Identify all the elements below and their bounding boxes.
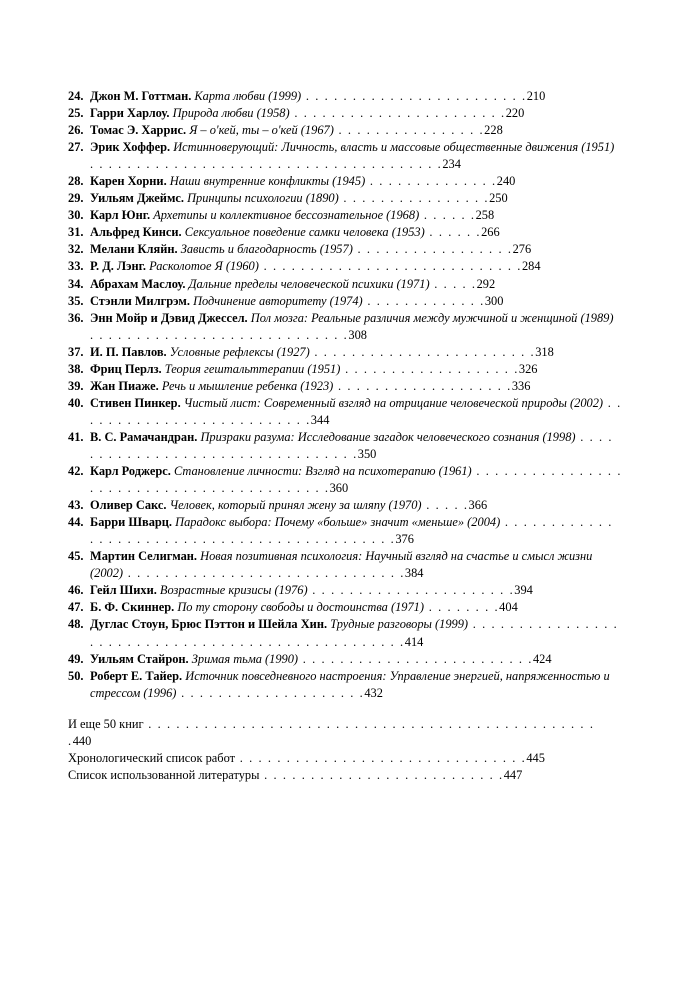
toc-leader: . . . . . . . . . . . . . . . . . . . . . . . . . . . . . . . . . — [90, 429, 614, 461]
toc-page-number: 384 — [404, 566, 424, 581]
toc-entry-number: 45. — [68, 549, 84, 564]
toc-leader: . . . . . . . . . . . . . . . . . . . . . . . . — [309, 344, 536, 359]
toc-entry-author: Эрик Хоффер. — [90, 140, 171, 155]
toc-entry-number: 31. — [68, 225, 84, 240]
toc-entry-author: Карл Юнг. — [90, 208, 151, 223]
toc-page-number: 266 — [481, 225, 500, 240]
toc-entry[interactable] — [68, 463, 622, 497]
toc-entry-number: 24. — [68, 89, 84, 103]
toc-entry[interactable] — [68, 344, 622, 361]
toc-entry-number: 26. — [68, 123, 84, 138]
toc-leader: . . . . . . . . . . . . . . . . . . . . . . . . . . . . . . — [123, 566, 405, 581]
toc-entry[interactable] — [68, 395, 622, 429]
toc-page-number: 292 — [476, 276, 496, 291]
toc-entry[interactable] — [68, 429, 622, 463]
toc-entry[interactable] — [68, 207, 622, 224]
toc-entry[interactable] — [68, 190, 622, 207]
toc-tail-label: Список использованной литературы — [68, 767, 260, 782]
toc-page-number: 344 — [310, 412, 330, 427]
toc-entry-author: Карл Роджерс. — [90, 464, 171, 479]
toc-leader: . . . . . — [421, 498, 469, 513]
toc-entry-number: 36. — [68, 310, 84, 325]
toc-entry-author: Мартин Селигман. — [90, 549, 198, 564]
toc-entry[interactable] — [68, 497, 622, 514]
toc-entry[interactable] — [68, 514, 622, 548]
toc-entry-author: Абрахам Маслоу. — [90, 276, 186, 291]
toc-leader: . . . . . . . . — [424, 600, 500, 615]
toc-page-number: 234 — [442, 157, 461, 172]
toc-entry[interactable] — [68, 88, 622, 105]
toc-entry-number: 39. — [68, 378, 84, 393]
toc-entry[interactable] — [68, 293, 622, 310]
toc-entry-number: 27. — [68, 140, 84, 155]
toc-entry-title: Дальние пределы человеческой психики (1971) — [188, 276, 430, 291]
toc-entry-title: Теория гештальттерапии (1951) — [164, 361, 341, 376]
toc-entry-title: По ту сторону свободы и достоинства (1971) — [177, 600, 424, 615]
toc-entry-title: Чистый лист: Современный взгляд на отрицание человеческой природы (2002) — [183, 395, 604, 410]
toc-page-number: 376 — [395, 532, 414, 547]
toc-entry-number: 28. — [68, 174, 84, 189]
toc-page-number: 350 — [357, 446, 377, 461]
toc-leader: . . . . . . . . . . . . . — [362, 293, 485, 308]
toc-entry[interactable] — [68, 139, 622, 173]
toc-entry-title: Сексуальное поведение самки человека (1953) — [184, 225, 425, 240]
toc-page-number: 318 — [535, 344, 554, 359]
toc-page-number: 210 — [526, 89, 546, 103]
toc-entry-number: 32. — [68, 242, 84, 257]
toc-entry[interactable] — [68, 668, 622, 702]
toc-leader: . . . . . . . . . . . . . . . . . . . . . . . . . . . . . . . . . . . . . . . . . . . . . . . . . — [68, 716, 595, 748]
toc-entry[interactable] — [68, 651, 622, 668]
toc-entry-author: Жан Пиаже. — [90, 378, 159, 393]
toc-entry-number: 44. — [68, 515, 84, 530]
toc-entry-author: Карен Хорни. — [90, 174, 167, 189]
toc-entry-title: Карта любви (1999) — [194, 89, 302, 103]
toc-entry[interactable] — [68, 310, 622, 344]
toc-page-number: 360 — [329, 481, 349, 496]
toc-page-number: 228 — [484, 123, 503, 138]
toc-entry-number: 43. — [68, 498, 84, 513]
toc-entry-number: 25. — [68, 106, 84, 121]
toc-page-number: 300 — [484, 293, 504, 308]
toc-leader: . . . . . . . . . . . . . . . . . . . . . . . . . . . . . . . . . . . . . . — [90, 157, 443, 172]
toc-entry[interactable] — [68, 258, 622, 275]
toc-page-number: 445 — [526, 750, 545, 765]
toc-page-number: 250 — [489, 191, 508, 206]
toc-page-number: 258 — [475, 208, 495, 223]
toc-entry-author: Б. Ф. Скиннер. — [90, 600, 175, 615]
toc-entry-number: 40. — [68, 395, 84, 410]
toc-leader: . . . . . . — [424, 225, 482, 240]
toc-entry-title: Возрастные кризисы (1976) — [159, 583, 308, 598]
toc-leader: . . . . . . . . . . . . . . . . . . . . . . . . . . . . . . . . . . . . . . . . . . — [90, 464, 623, 496]
toc-entry-title: Принципы психологии (1890) — [187, 191, 339, 206]
toc-entry[interactable] — [68, 105, 622, 122]
toc-entry-number: 38. — [68, 361, 84, 376]
toc-entry-author: И. П. Павлов. — [90, 344, 167, 359]
toc-page-number: 284 — [521, 259, 541, 274]
toc-leader: . . . . . . . . . . . . . . . . . . . . . . — [307, 583, 515, 598]
toc-entry-author: Фриц Перлз. — [90, 361, 162, 376]
toc-entry-author: Мелани Кляйн. — [90, 242, 178, 257]
toc-entry-number: 41. — [68, 429, 84, 444]
toc-entry-number: 50. — [68, 668, 84, 683]
toc-leader: . . . . . . . . . . . . . . . . . . . . . . . . . — [298, 651, 533, 666]
toc-entry-title: Трудные разговоры (1999) — [330, 617, 469, 632]
toc-leader: . . . . . . . . . . . . . . . . — [338, 191, 490, 206]
toc-entry[interactable] — [68, 241, 622, 258]
toc-tail-list — [68, 716, 622, 784]
toc-page-number: 220 — [505, 106, 525, 121]
toc-list — [68, 88, 622, 702]
toc-page-number: 276 — [512, 242, 532, 257]
toc-leader: . . . . . . . . . . . . . . . . . . . . — [176, 685, 365, 700]
toc-entry[interactable] — [68, 173, 622, 190]
toc-entry-title: Природа любви (1958) — [172, 106, 290, 121]
toc-entry-author: Джон М. Готтман. — [90, 89, 192, 103]
toc-entry-number: 35. — [68, 293, 84, 308]
toc-entry-author: Гейл Шихи. — [90, 583, 157, 598]
toc-leader: . . . . . . . . . . . . . . . . . . . — [340, 361, 519, 376]
toc-leader: . . . . . . . . . . . . . . . . . . . . . . . . — [301, 89, 527, 103]
toc-page-number: 366 — [468, 498, 488, 513]
toc-leader: . . . . . . — [419, 208, 476, 223]
toc-entry-title: Источник повседневного настроения: Управление энергией, напряженностью и стрессом (1996) — [90, 668, 610, 700]
toc-entry[interactable] — [68, 599, 622, 616]
toc-entry[interactable] — [68, 361, 622, 378]
toc-entry-author: Гарри Харлоу. — [90, 106, 170, 121]
toc-page-number: 440 — [72, 733, 92, 748]
toc-leader: . . . . . . . . . . . . . . . . . . . . . . . . . . . . . . . . . . . . . . . . . . . . . — [90, 515, 613, 547]
toc-entry-author: Стэнли Милгрэм. — [90, 293, 190, 308]
toc-leader: . . . . . . . . . . . . . . . . . . . . . . . . . . . . . . . . . . . . . . . . . . . . . . . . . . — [90, 617, 619, 649]
toc-entry-author: Уильям Стайрон. — [90, 651, 189, 666]
toc-entry-number: 49. — [68, 651, 84, 666]
toc-entry[interactable] — [68, 224, 622, 241]
toc-leader: . . . . . . . . . . . . . . . . . . . . . . . . . . . . — [90, 327, 349, 342]
toc-entry-title: Архетипы и коллективное бессознательное (1968) — [153, 208, 420, 223]
toc-entry-author: Уильям Джеймс. — [90, 191, 184, 206]
toc-entry-title: Наши внутренние конфликты (1945) — [169, 174, 366, 189]
toc-entry-number: 42. — [68, 464, 84, 479]
toc-tail-label: И еще 50 книг — [68, 716, 144, 731]
toc-leader: . . . . . . . . . . . . . . — [365, 174, 497, 189]
toc-page-number: 336 — [511, 378, 531, 393]
toc-page-number: 308 — [348, 327, 367, 342]
toc-entry-title: Расколотое Я (1960) — [149, 259, 259, 274]
toc-leader: . . . . . . . . . . . . . . . . . . . . . . . — [289, 106, 506, 121]
toc-tail-entry[interactable] — [68, 716, 622, 750]
toc-entry-author: Барри Шварц. — [90, 515, 173, 530]
toc-entry-author: Р. Д. Лэнг. — [90, 259, 146, 274]
toc-entry-title: Истинноверующий: Личность, власть и массовые общественные движения (1951) — [173, 140, 615, 155]
toc-entry-number: 46. — [68, 583, 84, 598]
toc-entry-author: Стивен Пинкер. — [90, 395, 181, 410]
toc-entry-author: Оливер Сакс. — [90, 498, 167, 513]
toc-entry[interactable] — [68, 378, 622, 395]
toc-entry-author: Дуглас Стоун, Брюс Пэттон и Шейла Хин. — [90, 617, 328, 632]
toc-entry-author: Энн Мойр и Дэвид Джессел. — [90, 310, 248, 325]
toc-tail-entry[interactable] — [68, 750, 622, 767]
toc-leader: . . . . . . . . . . . . . . . . . . . — [333, 378, 512, 393]
toc-entry-number: 37. — [68, 344, 84, 359]
toc-leader: . . . . . . . . . . . . . . . . . . . . . . . . . . . . . . . — [235, 750, 527, 765]
toc-entry-author: В. С. Рамачандран. — [90, 429, 198, 444]
toc-entry-number: 47. — [68, 600, 84, 615]
toc-entry-author: Томас Э. Харрис. — [90, 123, 187, 138]
toc-entry[interactable] — [68, 122, 622, 139]
toc-entry-title: Я – о'кей, ты – о'кей (1967) — [189, 123, 334, 138]
toc-entry-title: Призраки разума: Исследование загадок человеческого сознания (1998) — [200, 429, 576, 444]
toc-entry-title: Пол мозга: Реальные различия между мужчиной и женщиной (1989) — [250, 310, 614, 325]
toc-entry-number: 29. — [68, 191, 84, 206]
toc-entry-title: Зависть и благодарность (1957) — [180, 242, 353, 257]
toc-page-number: 432 — [364, 685, 383, 700]
toc-leader: . . . . . . . . . . . . . . . . — [333, 123, 485, 138]
toc-leader: . . . . . . . . . . . . . . . . . — [352, 242, 513, 257]
toc-entry[interactable] — [68, 616, 622, 650]
toc-entry-title: Условные рефлексы (1927) — [169, 344, 310, 359]
toc-entry-title: Становление личности: Взгляд на психотерапию (1961) — [173, 464, 472, 479]
toc-entry-number: 34. — [68, 276, 84, 291]
toc-entry-author: Роберт Е. Тайер. — [90, 668, 183, 683]
toc-page-number: 394 — [514, 583, 533, 598]
toc-entry-number: 48. — [68, 617, 84, 632]
toc-tail-label: Хронологический список работ — [68, 750, 236, 765]
toc-page-number: 240 — [496, 174, 516, 189]
toc-tail-entry[interactable] — [68, 767, 622, 784]
toc-entry-title: Новая позитивная психология: Научный взгляд на счастье и смысл жизни (2002) — [90, 549, 593, 581]
toc-entry-number: 30. — [68, 208, 84, 223]
toc-leader: . . . . . . . . . . . . . . . . . . . . . . . . . . — [90, 395, 622, 427]
toc-leader: . . . . . . . . . . . . . . . . . . . . . . . . . . — [259, 767, 504, 782]
toc-entry-number: 33. — [68, 259, 84, 274]
toc-entry-title: Человек, который принял жену за шляпу (1970) — [169, 498, 422, 513]
toc-entry[interactable] — [68, 276, 622, 293]
toc-page-number: 414 — [404, 634, 424, 649]
toc-entry-title: Подчинение авторитету (1974) — [193, 293, 363, 308]
toc-entry[interactable] — [68, 548, 622, 582]
toc-entry-author: Альфред Кинси. — [90, 225, 182, 240]
toc-entry-title: Парадокс выбора: Почему «больше» значит «меньше» (2004) — [175, 515, 501, 530]
toc-page-number: 326 — [518, 361, 538, 376]
toc-entry-title: Речь и мышление ребенка (1923) — [161, 378, 334, 393]
toc-leader: . . . . . . . . . . . . . . . . . . . . . . . . . . . . — [258, 259, 522, 274]
toc-leader: . . . . . — [429, 276, 477, 291]
toc-entry[interactable] — [68, 582, 622, 599]
toc-page-number: 404 — [499, 600, 518, 615]
toc-page-number: 447 — [503, 767, 523, 782]
toc-page-number: 424 — [532, 651, 552, 666]
toc-entry-title: Зримая тьма (1990) — [191, 651, 299, 666]
